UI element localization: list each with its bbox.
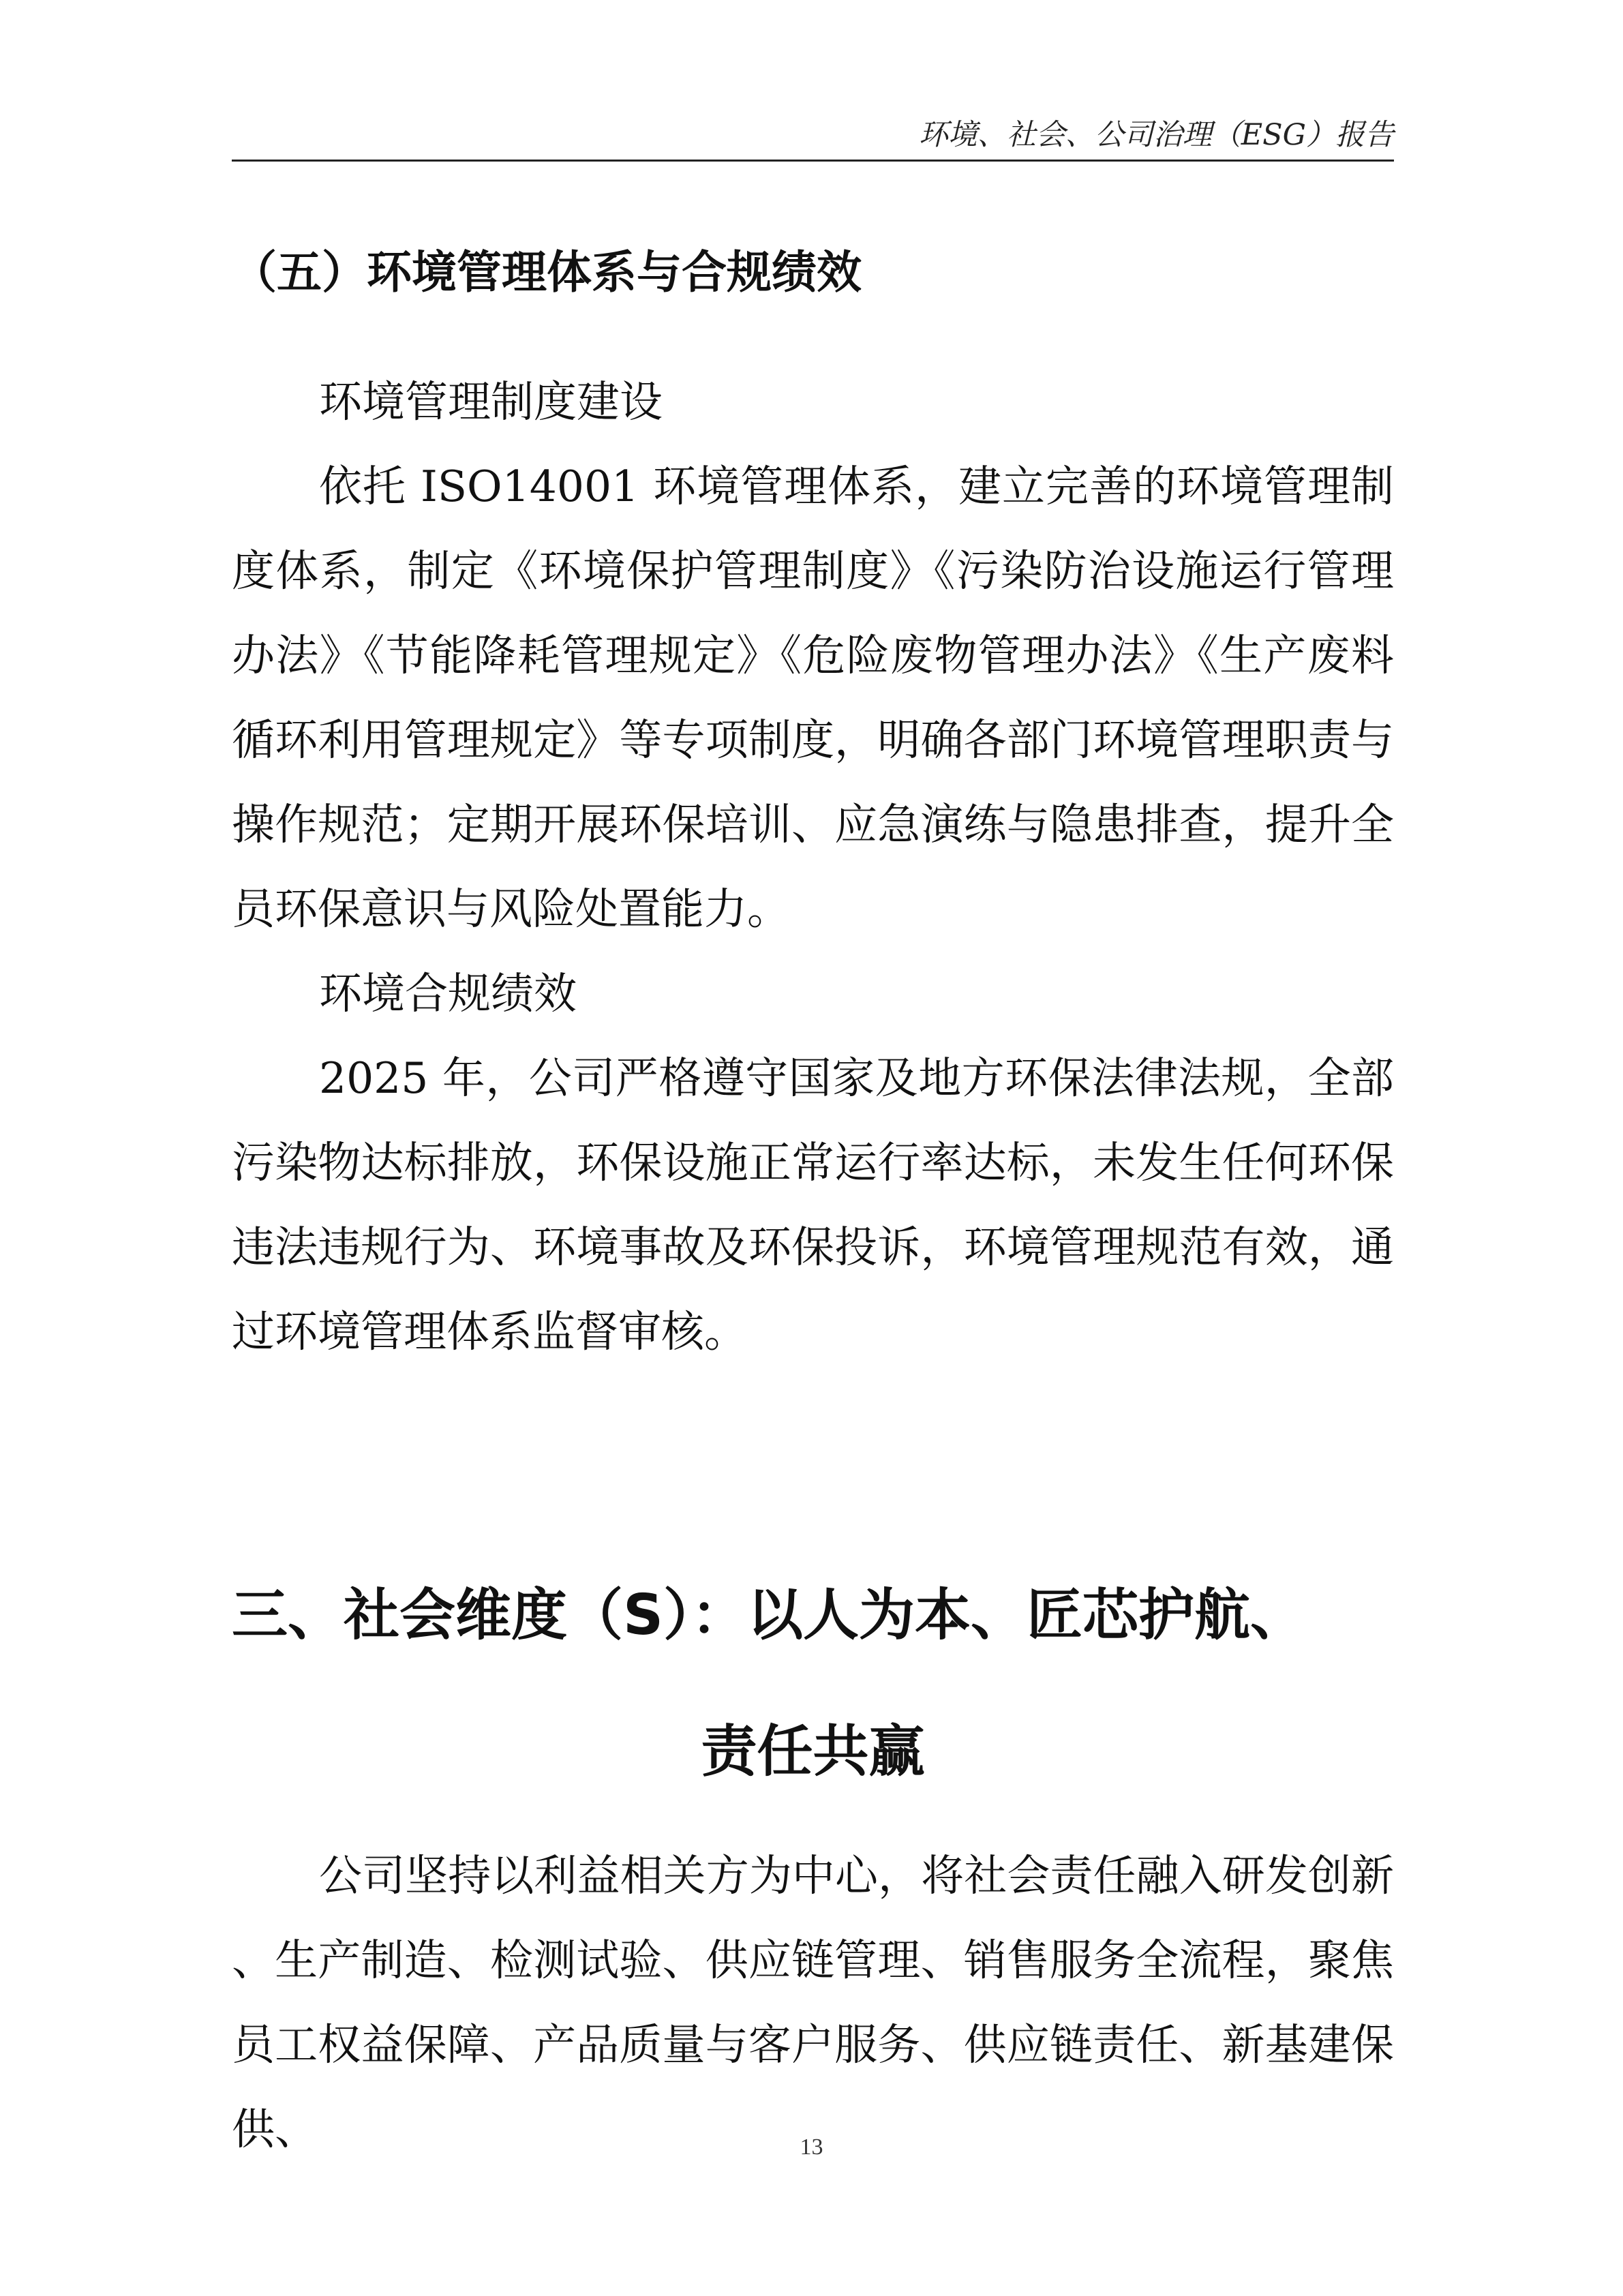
paragraph-compliance-performance: 2025 年，公司严格遵守国家及地方环保法律法规，全部污染物达标排放，环保设施正常运行率达标，未发生任何环保违法违规行为、环境事故及环保投诉，环境管理规范有效，通过环境管理体系监督审核。 [232,1053,1394,1357]
paragraph-management-system: 依托 ISO14001 环境管理体系，建立完善的环境管理制度体系，制定《环境保护管理制度》《污染防治设施运行管理办法》《节能降耗管理规定》《危险废物管理办法》《生产废料循环利用管理规定》等专项制度，明确各部门环境管理职责与操作规范；定期开展环保培训、应急演练与隐患排查，提升全员环保意识与风险处置能力。 [232,462,1394,934]
section-heading: （五）环境管理体系与合规绩效 [232,246,862,299]
header-divider [232,160,1394,162]
chapter-heading [232,1547,1394,1820]
chapter-heading-line-1: 三、社会维度（S）：以人为本、匠芯护航、 [232,1583,1307,1648]
running-header: 环境、社会、公司治理（ESG）报告 [918,118,1394,152]
subheading-compliance-performance: 环境合规绩效 [319,969,577,1018]
subheading-management-system: 环境管理制度建设 [319,377,663,427]
chapter-heading-line-2: 责任共赢 [701,1719,925,1784]
page-number: 13 [800,2134,823,2160]
paragraph-chapter-intro: 公司坚持以利益相关方为中心，将社会责任融入研发创新、生产制造、检测试验、供应链管理、销售服务全流程，聚焦员工权益保障、产品质量与客户服务、供应链责任、新基建保供、 [232,1851,1394,2154]
